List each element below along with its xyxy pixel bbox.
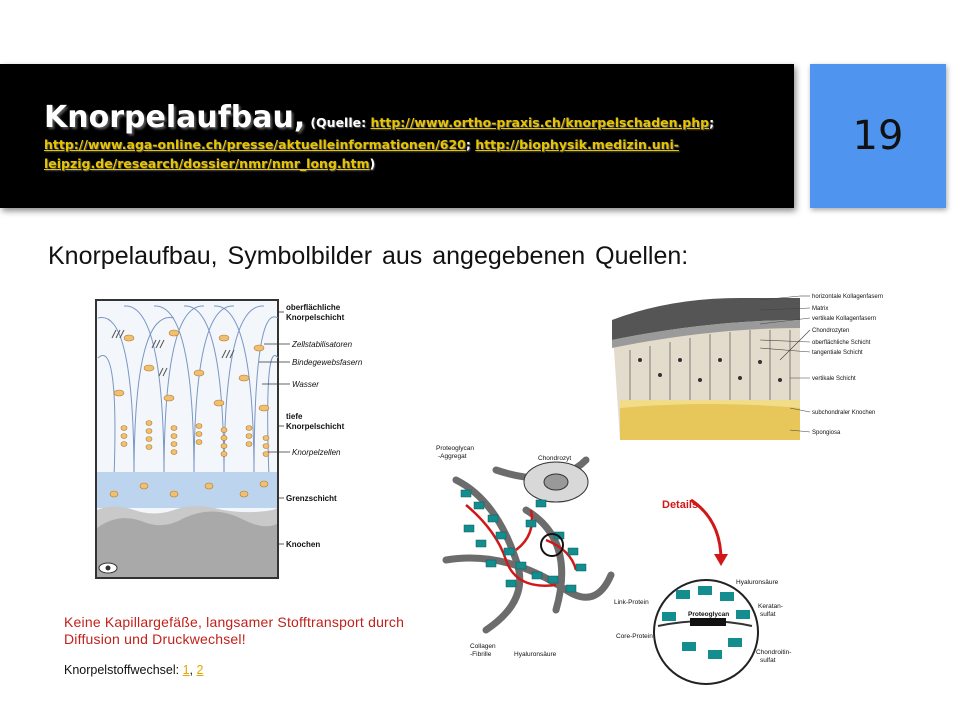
title-bar: [0, 64, 794, 208]
label-wasser: Wasser: [292, 380, 319, 389]
stoffwechsel-links: Knorpelstoffwechsel: 1, 2: [64, 663, 204, 677]
label-horizontale-kollagenfasern: horizontale Kollagenfasern: [812, 294, 884, 300]
source-link-1[interactable]: http://www.ortho-praxis.ch/knorpelschaden.php: [370, 115, 710, 130]
label-knorpelschicht-1: Knorpelschicht: [286, 313, 345, 322]
label-keratansulfat-1: Keratan-: [758, 603, 783, 610]
label-chondrozyt: Chondrozyt: [538, 455, 572, 462]
source-link-3[interactable]: http://biophysik.medizin.uni-leipzig.de/research/dossier/nmr/nmr_long.htm: [44, 137, 679, 171]
label-spongiosa: Spongiosa: [812, 430, 841, 436]
label-knochen: Knochen: [286, 540, 321, 549]
label-proteoglycan-aggregat-1: Proteoglycan: [436, 445, 474, 452]
page-number-box: [810, 64, 946, 208]
label-collagen: Collagen: [470, 643, 496, 650]
label-oberflaechliche: oberflächliche: [286, 303, 341, 312]
source-link-2[interactable]: http://www.aga-online.ch/presse/aktuelleinformationen/620: [44, 137, 466, 152]
label-tiefe: tiefe: [286, 412, 303, 421]
label-subchondraler-knochen: subchondraler Knochen: [812, 410, 876, 416]
label-proteoglycan-aggregat-2: -Aggregat: [438, 453, 467, 460]
stoffwechsel-link-2[interactable]: 2: [196, 663, 204, 677]
label-knorpelschicht-2: Knorpelschicht: [286, 422, 345, 431]
label-oberflaechliche-schicht: oberflächliche Schicht: [812, 340, 871, 346]
label-hyaluronsaeure-2: Hyaluronsäure: [736, 579, 779, 586]
stoffwechsel-link-1[interactable]: 1: [182, 663, 190, 677]
label-zellstabilisatoren: Zellstabilisatoren: [292, 340, 353, 349]
label-fibrille: -Fibrille: [470, 651, 492, 658]
slide-title: Knorpelaufbau,: [44, 100, 306, 135]
label-vertikale-schicht: vertikale Schicht: [812, 376, 856, 382]
label-knorpelzellen: Knorpelzellen: [292, 448, 341, 457]
cartilage-block-figure: [610, 290, 884, 450]
capillary-note: Keine Kapillargefäße, langsamer Stofftransport durch Diffusion und Druckwechsel!: [64, 614, 405, 647]
label-keratansulfat-2: sulfat: [760, 611, 776, 618]
label-chondroitinsulfat-1: Chondroitin-: [756, 649, 792, 656]
label-link-protein: Link-Protein: [614, 599, 649, 606]
label-chondrozyten: Chondrozyten: [812, 328, 850, 334]
cartilage-layers-figure: [94, 298, 394, 584]
label-tangentiale-schicht: tangentiale Schicht: [812, 350, 863, 356]
label-chondroitinsulfat-2: sulfat: [760, 657, 776, 664]
label-proteoglycan: Proteoglycan: [688, 611, 730, 618]
label-matrix: Matrix: [812, 306, 829, 312]
label-bindegewebsfasern: Bindegewebsfasern: [292, 358, 363, 367]
label-details: Details: [662, 499, 699, 511]
proteoglycan-figure: [436, 440, 796, 680]
label-core-protein: Core-Protein: [616, 633, 653, 640]
label-vertikale-kollagenfasern: vertikale Kollagenfasern: [812, 316, 877, 322]
label-hyaluronsaeure-1: Hyaluronsäure: [514, 651, 557, 658]
subtitle: Knorpelaufbau, Symbolbilder aus angegebenen Quellen:: [48, 242, 689, 270]
page-number: 19: [852, 113, 904, 159]
source-citation: (Quelle: http://www.ortho-praxis.ch/knorpelschaden.php; http://www.aga-online.ch/presse/aktuelleinformationen/620; http://biophysik.medizin.uni-leipzig.de/research/dossier/nmr/nmr_long.htm): [44, 115, 715, 171]
label-grenzschicht: Grenzschicht: [286, 494, 337, 503]
